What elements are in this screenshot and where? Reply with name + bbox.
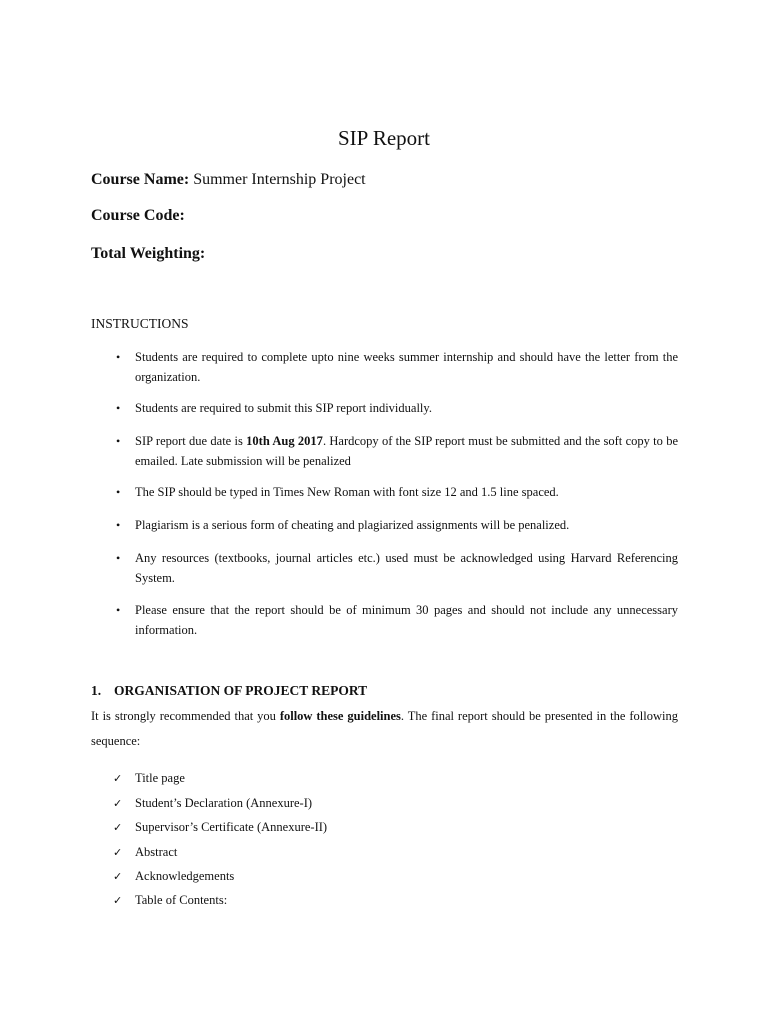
instruction-item <box>116 548 678 588</box>
list-item-label: Abstract <box>135 845 178 859</box>
check-icon: ✓ <box>113 894 123 907</box>
due-date: 10th Aug 2017 <box>246 434 323 448</box>
total-weighting-line <box>91 243 205 265</box>
list-item-label: Table of Contents: <box>135 893 228 907</box>
bullet-glyph: • <box>116 551 121 565</box>
section-1-number: 1. <box>91 683 102 698</box>
course-name-line <box>91 169 366 191</box>
section-1-paragraph <box>91 704 678 754</box>
course-code-label: Course Code: <box>91 207 185 224</box>
instructions-heading: INSTRUCTIONS <box>91 316 189 331</box>
instruction-text: Students are required to submit this SIP report individually. <box>135 401 432 415</box>
instruction-text: Students are required to complete upto nine weeks summer internship and should have the letter from the organization. <box>135 350 678 384</box>
list-item <box>113 794 312 813</box>
bullet-glyph: • <box>116 485 121 499</box>
instruction-text: The SIP should be typed in Times New Roman with font size 12 and 1.5 line spaced. <box>135 485 559 499</box>
instruction-text <box>135 431 678 471</box>
check-icon: ✓ <box>113 772 123 785</box>
instruction-item <box>116 431 678 471</box>
list-item <box>113 891 227 910</box>
list-item-label: Student’s Declaration (Annexure-I) <box>135 796 313 810</box>
bullet-glyph: • <box>116 434 121 448</box>
bullet-glyph: • <box>116 401 121 415</box>
course-name-label: Course Name: <box>91 171 190 188</box>
instruction-item <box>116 482 678 502</box>
instruction-text: Plagiarism is a serious form of cheating and plagiarized assignments will be penalized. <box>135 518 570 532</box>
instruction-text-after: . Hardcopy of the SIP report must be submitted and the soft copy to be emailed. Late submission will be penalized <box>135 434 679 468</box>
instruction-text: Any resources (textbooks, journal articles etc.) used must be acknowledged using Harvard Referencing System. <box>135 551 678 585</box>
paragraph-text-after: . The final report should be presented in the following sequence: <box>91 709 678 748</box>
list-item <box>113 818 327 837</box>
list-item <box>113 867 234 886</box>
instruction-text: Please ensure that the report should be of minimum 30 pages and should not include any unnecessary information. <box>135 603 678 637</box>
instruction-item <box>116 398 678 418</box>
check-icon: ✓ <box>113 846 123 859</box>
check-icon: ✓ <box>113 821 123 834</box>
total-weighting-label: Total Weighting: <box>91 245 206 262</box>
list-item-label: Acknowledgements <box>135 869 235 883</box>
list-item-label: Title page <box>135 771 185 785</box>
bullet-glyph: • <box>116 603 121 617</box>
list-item-label: Supervisor’s Certificate (Annexure-II) <box>135 820 328 834</box>
course-name-value: Summer Internship Project <box>193 171 366 188</box>
check-icon: ✓ <box>113 870 123 883</box>
list-item <box>113 769 185 788</box>
check-icon: ✓ <box>113 797 123 810</box>
section-1-heading <box>91 682 367 700</box>
paragraph-text-before: It is strongly recommended that you <box>91 709 280 723</box>
instruction-item <box>116 515 678 535</box>
page-title: SIP Report <box>338 126 430 150</box>
section-1-title: ORGANISATION OF PROJECT REPORT <box>114 683 368 698</box>
paragraph-bold: follow these guidelines <box>279 709 401 723</box>
instruction-text-before: SIP report due date is <box>135 434 247 448</box>
instruction-item <box>116 600 678 640</box>
bullet-glyph: • <box>116 518 121 532</box>
instruction-item <box>116 347 678 387</box>
list-item <box>113 843 177 862</box>
bullet-glyph: • <box>116 350 121 364</box>
course-code-line <box>91 205 185 227</box>
